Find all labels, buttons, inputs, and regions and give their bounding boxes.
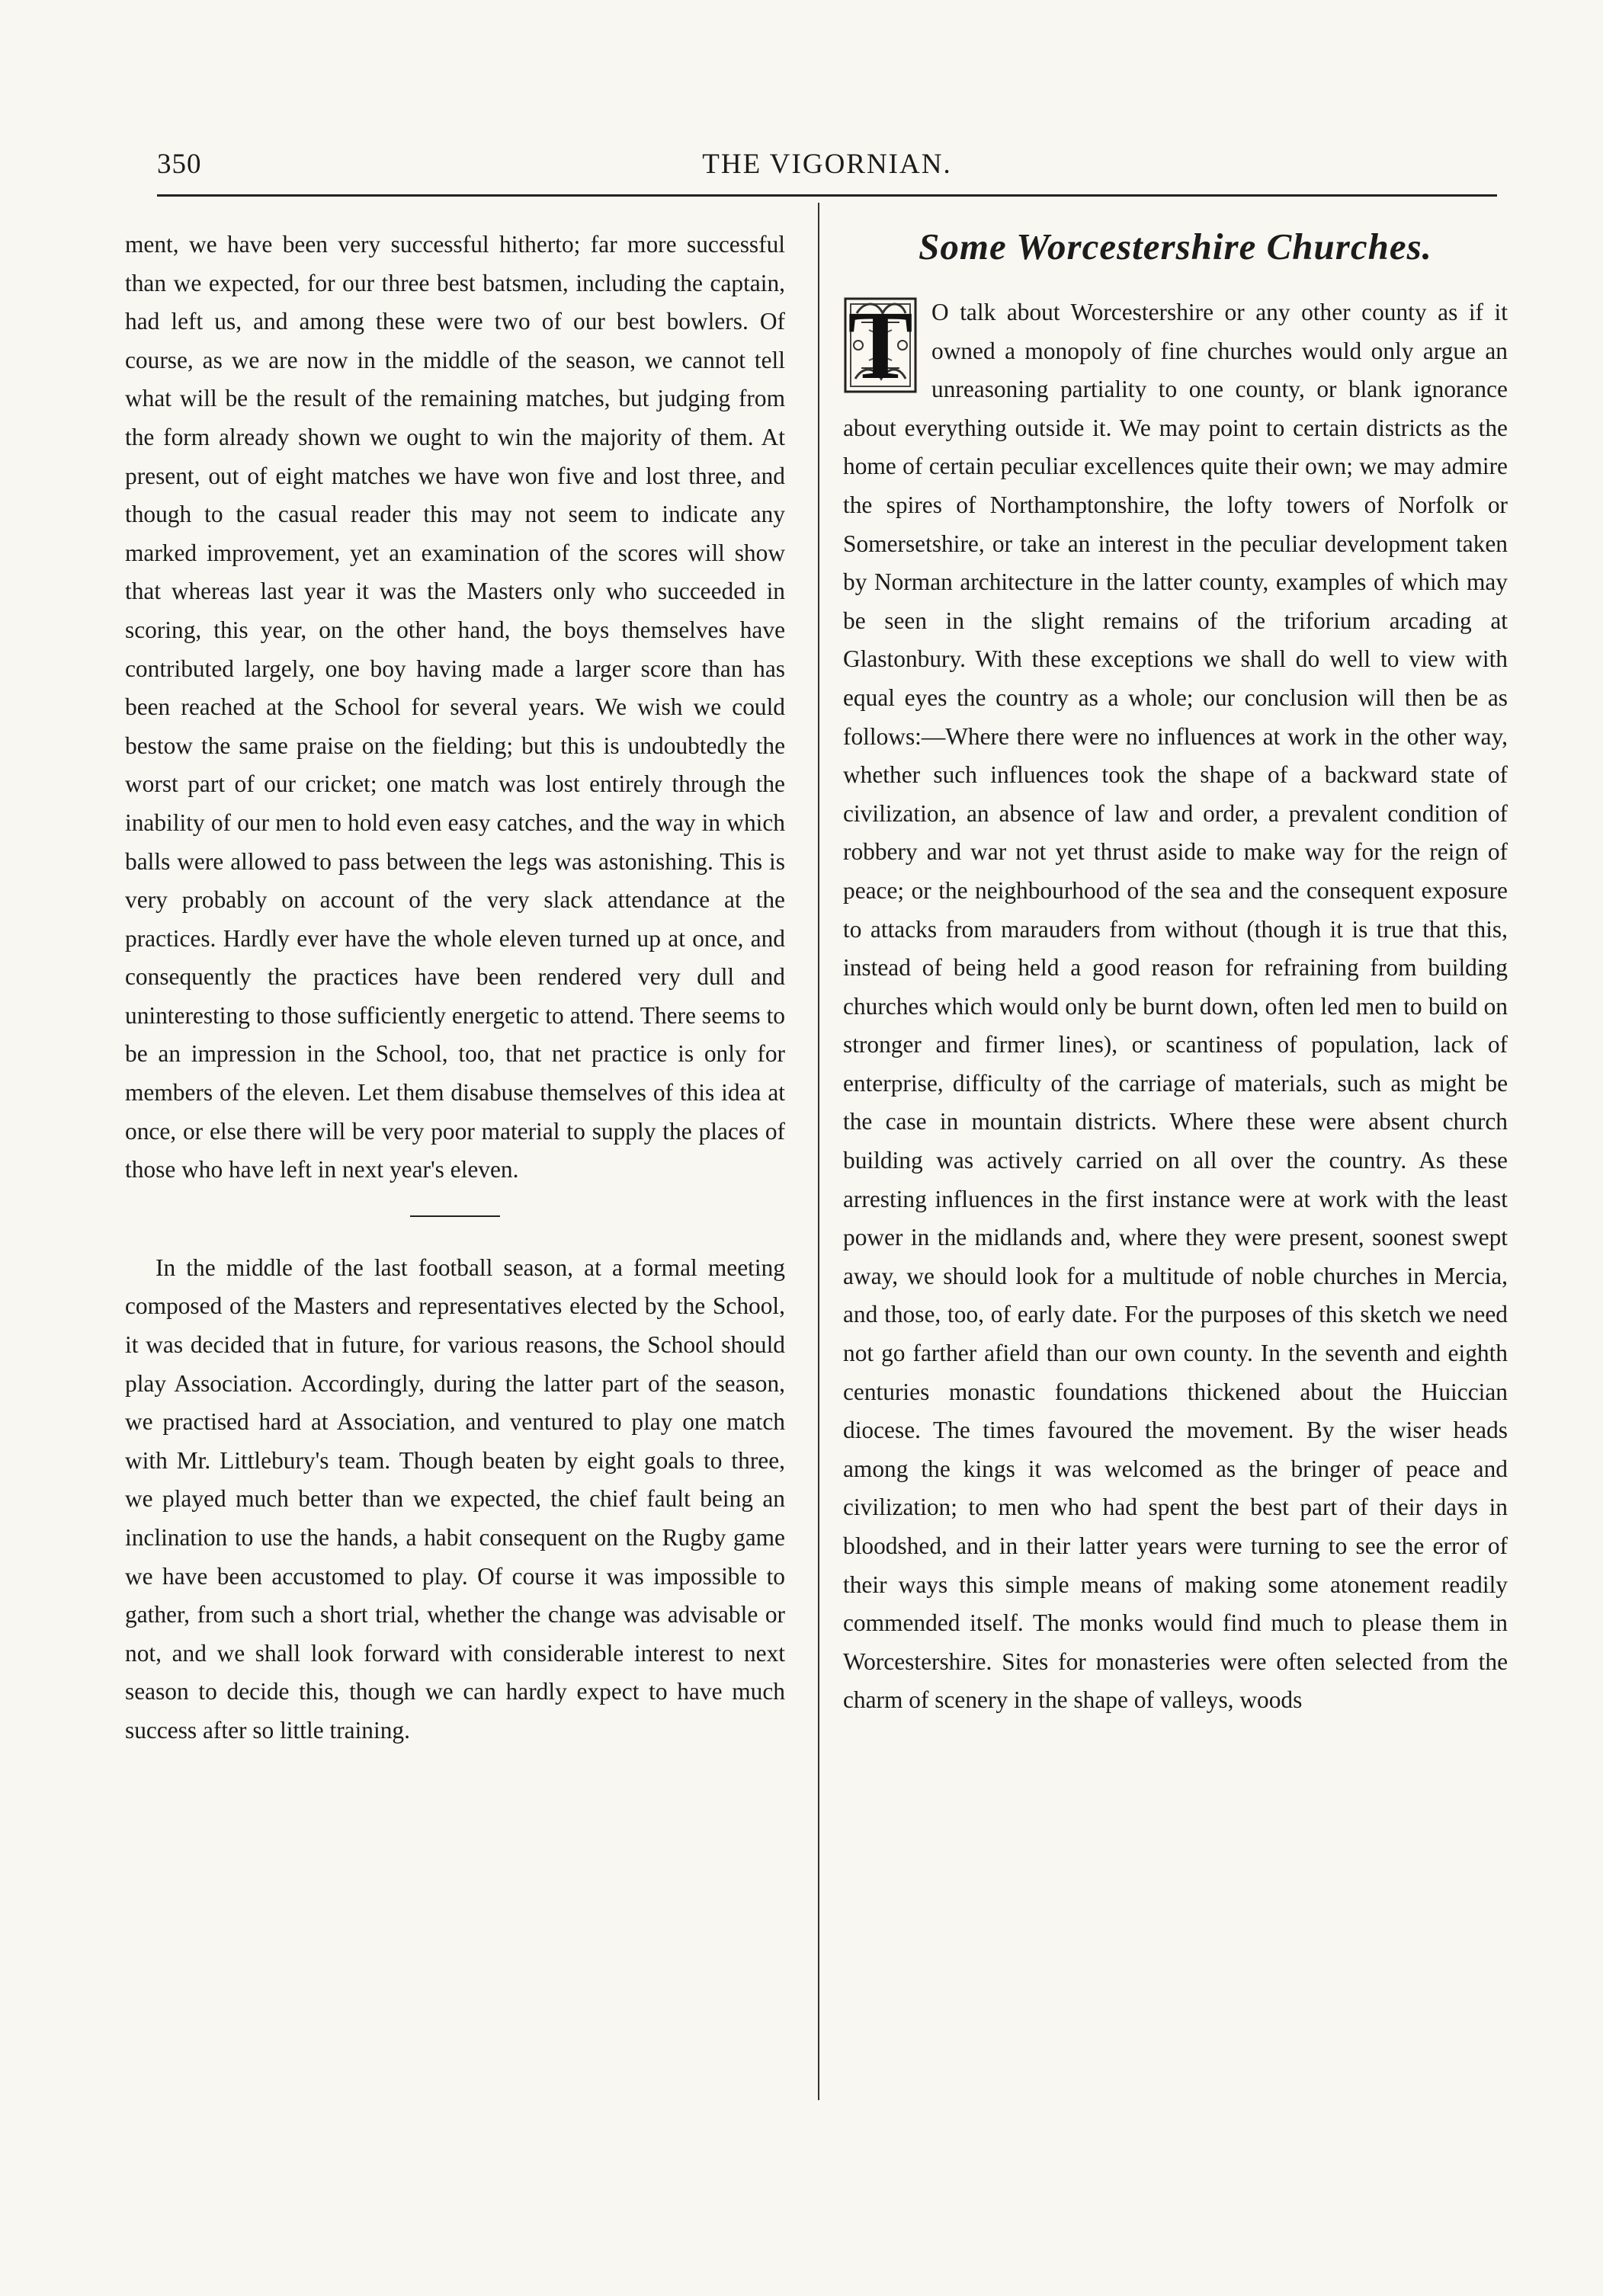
drop-cap-letter: T: [848, 291, 913, 399]
column-divider: [818, 203, 819, 2100]
section-divider: [410, 1215, 500, 1217]
ornamental-drop-cap: [843, 291, 918, 399]
page-number: 350: [157, 149, 202, 180]
football-report-paragraph: In the middle of the last football season, at a formal meeting composed of the Masters and representatives elected by the School, it was decided that in future, for various reasons, the School should play Association. Accordingly, during the latter part of the season, we practised hard at Association, and ventured to play one match with Mr. Littlebury's team. Though beaten by eight goals to three, we played much better than we expected, the chief fault being an inclination to use the hands, a habit consequent on the Rugby game we have been accustomed to play. Of course it was impossible to gather, from such a short trial, whether the change was advisable or not, and we shall look forward with considerable interest to next season to decide this, though we can hardly expect to have much success after so little training.: [125, 1254, 785, 1744]
article-text: O talk about Worcestershire or any other county as if it owned a monopoly of fine churches would only argue an unreasoning partiality to one county, or blank ignorance about everything outside it. We may point to certain districts as the home of certain peculiar excellences quite their own; we may admire the spires of Northamptonshire, the lofty towers of Norfolk or Somersetshire, or take an interest in the peculiar development taken by Norman architecture in the latter county, examples of which may be seen in the slight remains of the triforium arcading at Glastonbury. With these exceptions we shall do well to view with equal eyes the country as a whole; our conclusion will then be as follows:—Where there were no influences at work in the other way, whether such influences took the shape of a backward state of civilization, an absence of law and order, a prevalent condition of robbery and war not yet thrust aside to make way for the reign of peace; or the neighbourhood of the sea and the consequent exposure to attacks from marauders from without (though it is true that this, instead of being held a good reason for refraining from building churches which would only be burnt down, often led men to build on stronger and firmer lines), or scantiness of population, lack of enterprise, difficulty of the carriage of materials, such as might be the case in mountain districts. Where these were absent church building was actively carried on all over the country. As these arresting influences in the first instance were at work with the least power in the midlands and, where they were present, soonest swept away, we should look for a multitude of noble churches in Mercia, and those, too, of early date. For the purposes of this sketch we need not go farther afield than our own county. In the seventh and eighth centuries monastic foundations thickened about the Huiccian diocese. The times favoured the movement. By the wiser heads among the kings it was welcomed as the bringer of peace and civilization; to men who had spent the best part of their days in bloodshed, and in their latter years were turning to see the error of their ways this simple means of making some atonement readily commended itself. The monks would find much to please them in Worcestershire. Sites for monasteries were often selected from the charm of scenery in the shape of valleys, woods: [843, 299, 1508, 1714]
article-opening-paragraph: [843, 293, 1508, 1720]
left-column: [125, 226, 785, 1750]
page-header: [157, 148, 1497, 194]
journal-title: THE VIGORNIAN.: [702, 149, 952, 180]
cricket-report-paragraph: ment, we have been very successful hitherto; far more successful than we expected, for our three best batsmen, including the captain, had left us, and among these were two of our best bowlers. Of course, as we are now in the middle of the season, we cannot tell what will be the result of the remaining matches, but judging from the form already shown we ought to win the majority of them. At present, out of eight matches we have won five and lost three, and though to the casual reader this may not seem to indicate any marked improvement, yet an examination of the scores will show that whereas last year it was the Masters only who succeeded in scoring, this year, on the other hand, the boys themselves have contributed largely, one boy having made a larger score than has been reached at the School for several years. We wish we could bestow the same praise on the fielding; but this is undoubtedly the worst part of our cricket; one match was lost entirely through the inability of our men to hold even easy catches, and the way in which balls were allowed to pass between the legs was astonishing. This is very probably on account of the very slack attendance at the practices. Hardly ever have the whole eleven turned up at once, and consequently the practices have been rendered very dull and uninteresting to those sufficiently energetic to attend. There seems to be an impression in the School, too, that net practice is only for members of the eleven. Let them disabuse themselves of this idea at once, or else there will be very poor material to supply the places of those who have left in next year's eleven.: [125, 231, 785, 1183]
right-column: [843, 226, 1508, 1720]
header-rule: [157, 194, 1497, 197]
article-title: Some Worcestershire Churches.: [919, 226, 1432, 267]
